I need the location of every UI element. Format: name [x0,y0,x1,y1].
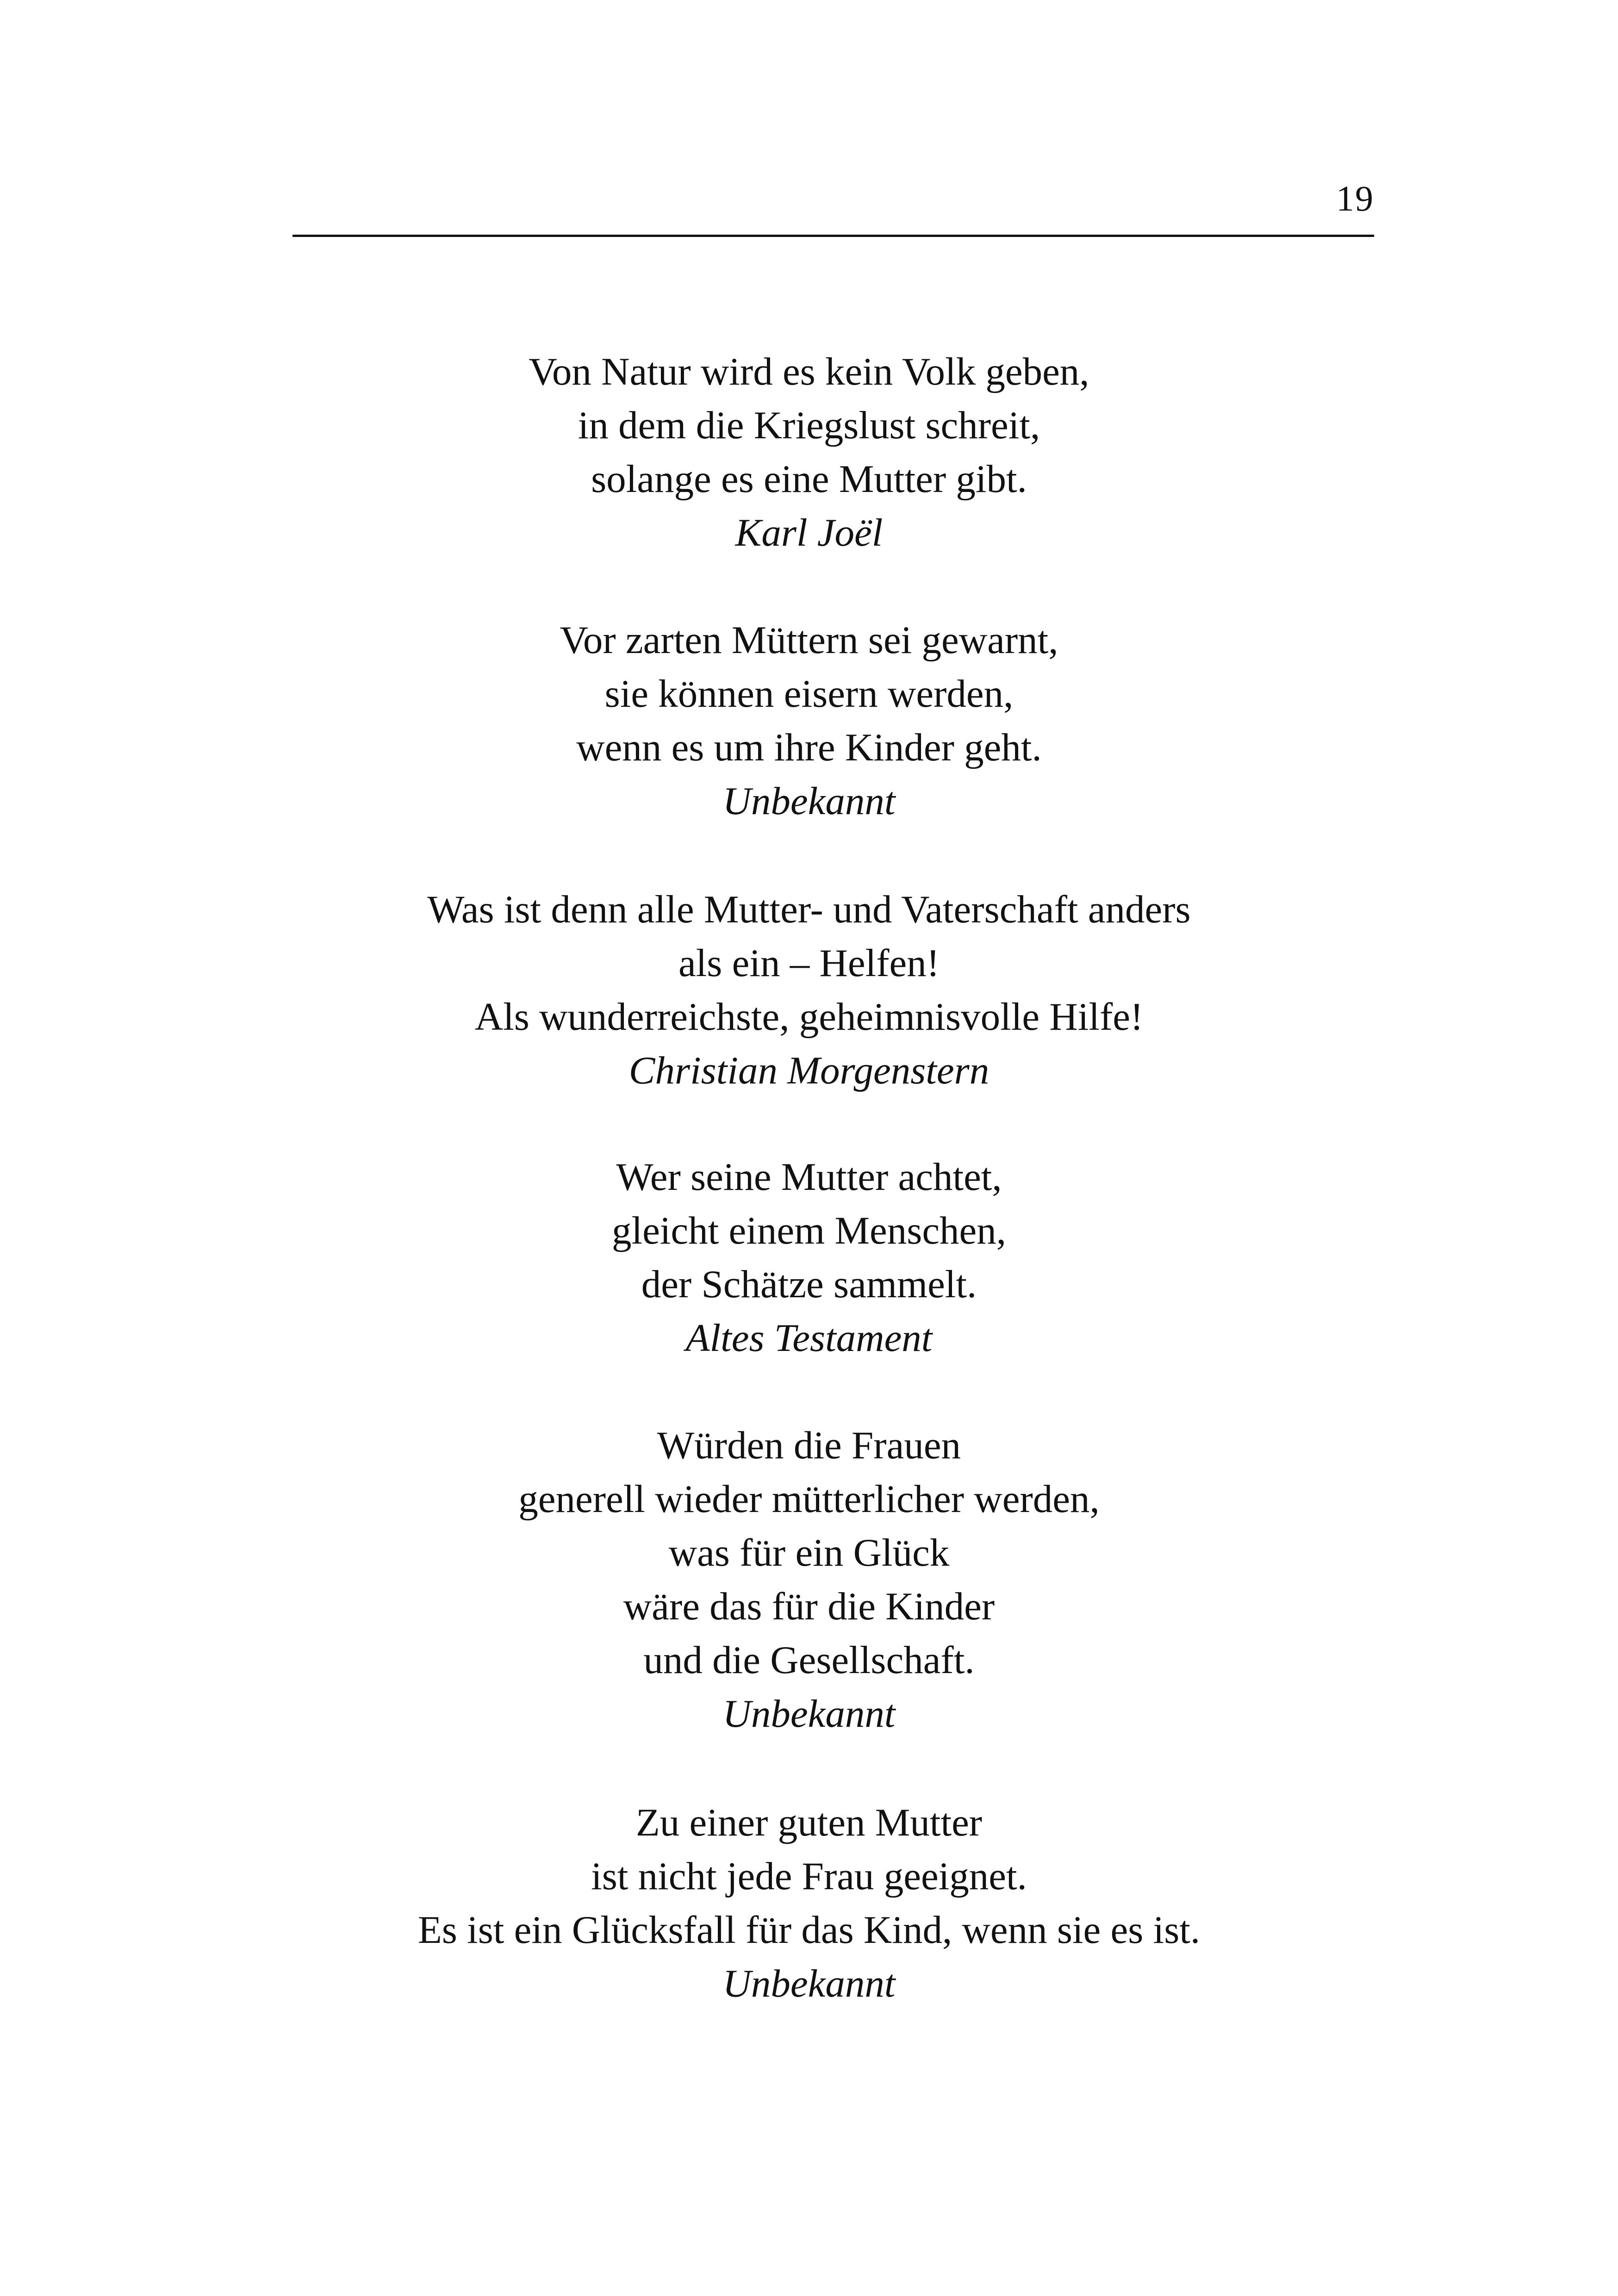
quote-line: Zu einer guten Mutter [635,1801,983,1844]
quote-block [0,1419,1618,1741]
quote-line: als ein – Helfen! [678,941,940,985]
quote-author: Altes Testament [685,1316,933,1360]
quote-line: was für ein Glück [668,1531,950,1574]
quote-line: Als wunderreichste, geheimnisvolle Hilfe! [474,995,1144,1039]
quote-block [0,883,1618,1097]
quote-block [0,1796,1618,2010]
quote-author: Unbekannt [722,1692,896,1736]
header-rule [292,235,1374,237]
page-number: 19 [1336,178,1374,218]
quote-line: wäre das für die Kinder [623,1585,995,1628]
quote-author: Christian Morgenstern [629,1049,989,1092]
quote-author: Unbekannt [722,779,896,823]
quote-line: gleicht einem Menschen, [611,1209,1007,1252]
quote-line: ist nicht jede Frau geeignet. [591,1854,1027,1898]
quote-block [0,613,1618,828]
quote-line: Würden die Frauen [657,1424,961,1467]
quote-author: Karl Joël [735,511,883,554]
quote-line: solange es eine Mutter gibt. [591,457,1027,501]
quote-line: generell wieder mütterlicher werden, [518,1477,1100,1521]
quote-line: Von Natur wird es kein Volk geben, [529,350,1089,393]
quote-author: Unbekannt [722,1962,896,2005]
quote-line: wenn es um ihre Kinder geht. [576,726,1042,769]
quote-line: und die Gesellschaft. [643,1638,975,1682]
quote-line: Es ist ein Glücksfall für das Kind, wenn sie es ist. [417,1908,1201,1952]
quote-line: Vor zarten Müttern sei gewarnt, [560,618,1058,662]
quote-line: der Schätze sammelt. [641,1263,977,1306]
quote-block [0,345,1618,560]
quote-line: in dem die Kriegslust schreit, [578,404,1040,447]
quote-block [0,1150,1618,1365]
quote-line: Wer seine Mutter achtet, [616,1155,1002,1199]
quote-line: sie können eisern werden, [604,672,1014,716]
quote-line: Was ist denn alle Mutter- und Vaterschaft anders [427,888,1191,931]
